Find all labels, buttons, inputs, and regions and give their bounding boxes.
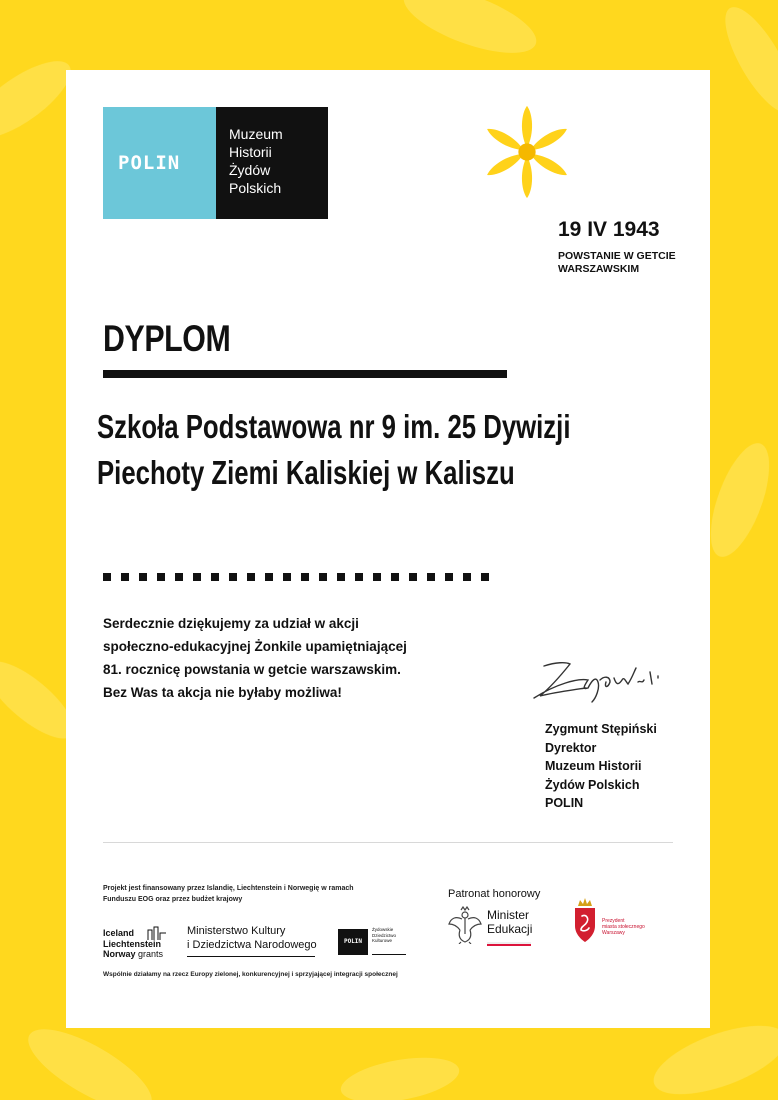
signature <box>526 658 676 704</box>
eea-slogan: Wspólnie działamy na rzecz Europy zielonej, konkurencyjnej i sprzyjającej integracji społecznej <box>103 971 398 978</box>
recipient-name: Szkoła Podstawowa nr 9 im. 25 Dywizji Piechoty Ziemi Kaliskiej w Kaliszu <box>97 408 571 491</box>
signer-name: Zygmunt Stępiński <box>545 722 657 736</box>
diploma-title: DYPLOM <box>103 318 231 359</box>
polin-wordmark: POLIN <box>118 152 181 174</box>
polin-heritage-logo: POLIN Żydowskie Dziedzictwo Kulturowe <box>338 927 406 957</box>
thanks-message: Serdecznie dziękujemy za udział w akcji społeczno-edukacyjnej Żonkile upamiętniającej 81. rocznicę powstania w getcie warszawskim. Bez Was ta akcja nie byłaby możliwa! <box>103 616 407 700</box>
patronage-label: Patronat honorowy <box>448 888 541 900</box>
eea-grants-logo: Iceland Liechtenstein Norway grants <box>103 928 173 962</box>
dashed-divider <box>103 573 499 581</box>
warsaw-mayor-label: Prezydent miasta stołecznego Warszawy <box>602 918 645 936</box>
polin-logo <box>103 107 328 219</box>
daffodil-icon <box>478 104 576 200</box>
funding-note: Projekt jest finansowany przez Islandię, Liechtenstein i Norwegię w ramach Funduszu EOG oraz przez budżet krajowy <box>103 885 354 903</box>
signer-block: Zygmunt Stępiński Dyrektor Muzeum Historii Żydów Polskich POLIN <box>545 722 657 810</box>
minister-of-education: Minister Edukacji <box>487 908 533 936</box>
eea-mark-icon <box>147 926 167 942</box>
event-label: POWSTANIE W GETCIE WARSZAWSKIM <box>558 250 676 275</box>
diploma-sheet <box>66 70 710 1028</box>
eagle-emblem-icon <box>448 906 482 944</box>
signer-role: Dyrektor <box>545 740 597 755</box>
ministry-logo: Ministerstwo Kultury i Dziedzictwa Narodowego <box>187 925 317 951</box>
footer-divider <box>103 842 673 843</box>
museum-name: Muzeum Historii Żydów Polskich <box>229 126 283 196</box>
event-date: 19 IV 1943 <box>558 218 660 241</box>
polish-flag-stripe <box>487 942 531 946</box>
title-underline <box>103 370 507 378</box>
warsaw-crest-icon <box>572 896 598 944</box>
